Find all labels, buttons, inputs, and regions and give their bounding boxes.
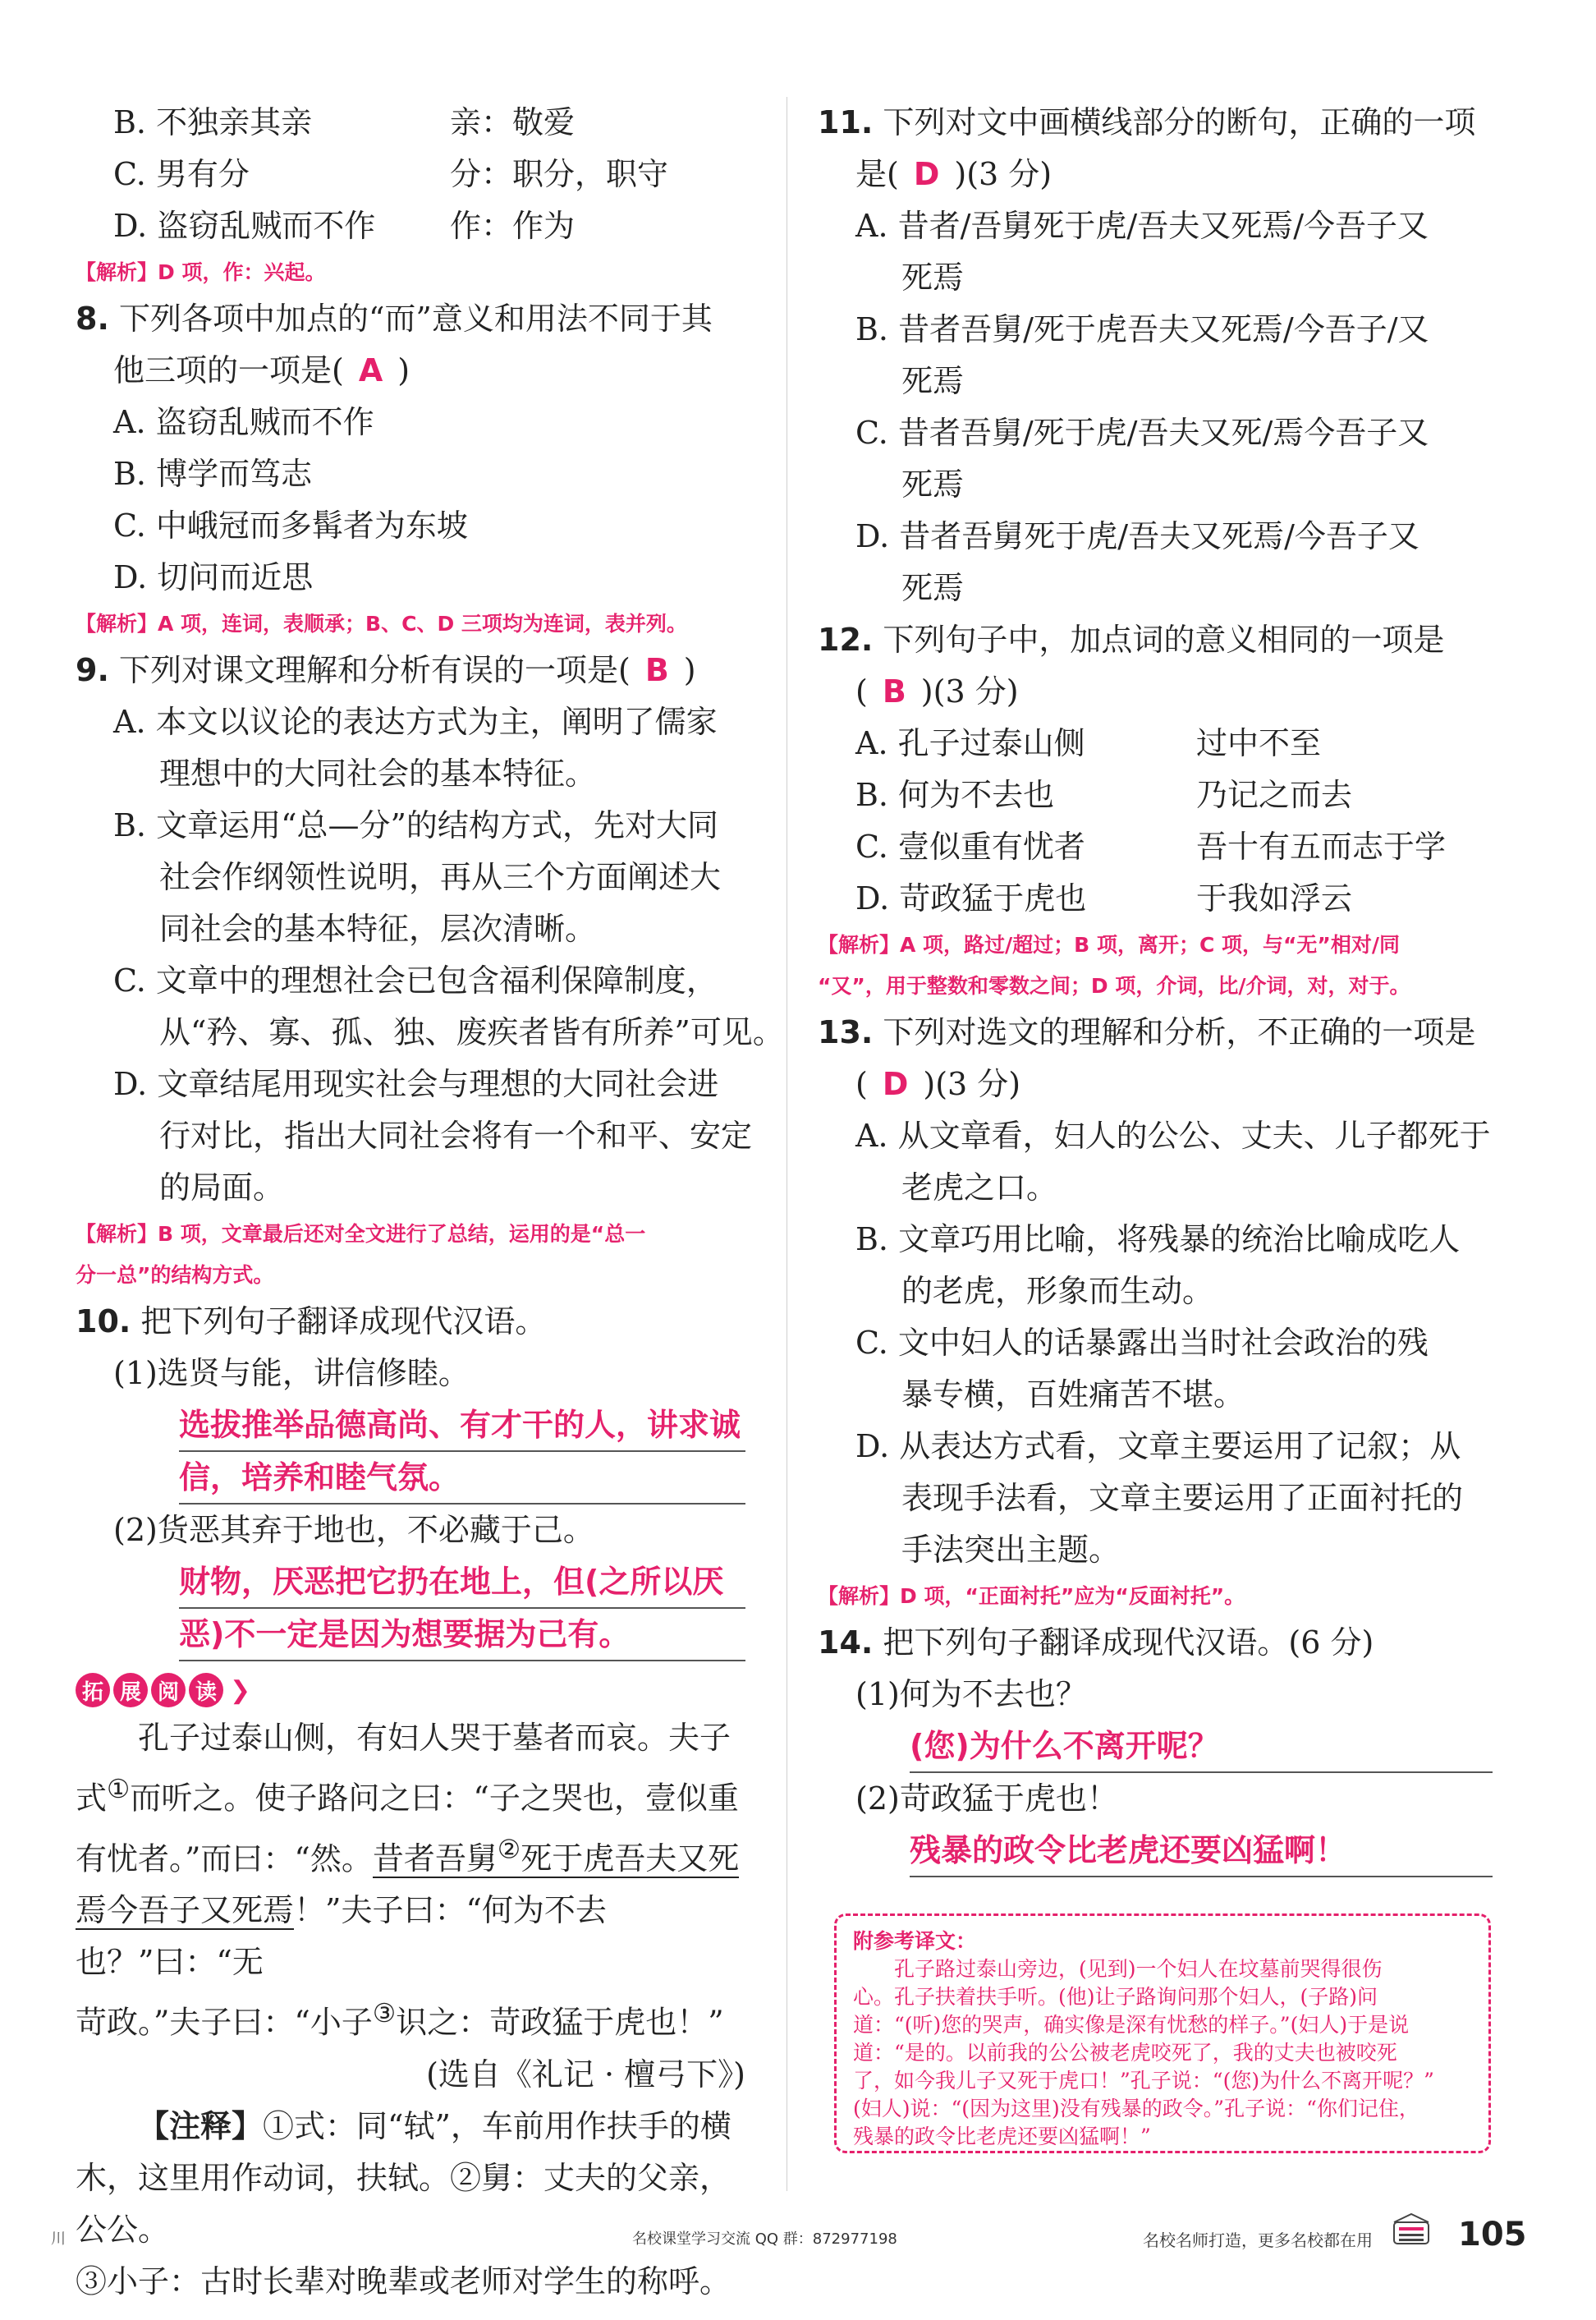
- annotation-line: [76, 2101, 757, 2152]
- question-text: 是(: [855, 156, 899, 192]
- passage-text: 有忧者。”而曰：“然。: [76, 1840, 373, 1877]
- passage-line: 孔子过泰山侧，有妇人哭于墓者而哀。夫子: [138, 1720, 732, 1756]
- option-text: D. 苛政猛于虎也: [855, 880, 1087, 917]
- reading-passage: [76, 1712, 757, 2308]
- q13-stem: [818, 1007, 1499, 1059]
- q10-answer-1: 选拔推举品德高尚、有才干的人，讲求诚: [179, 1399, 745, 1452]
- q7-option-d: [76, 200, 757, 252]
- underlined-text: 焉今吾子又死焉: [76, 1892, 295, 1929]
- q7-analysis: 【解析】D 项，作：兴起。: [76, 260, 326, 284]
- q10-answer-1: 信，培养和睦气氛。: [179, 1452, 745, 1505]
- passage-text: 苛政。”夫子曰：“小子: [76, 2004, 373, 2041]
- reference-line: 了，如今我儿子又死于虎口！”孔子说：“(您)为什么不离开呢？”: [853, 2069, 1434, 2093]
- footnote-mark: ③: [372, 1999, 397, 2029]
- right-column: [818, 97, 1499, 1877]
- option-gloss: 亲：敬爱: [450, 104, 576, 140]
- q8-analysis: 【解析】A 项，连词，表顺承；B、C、D 三项均为连词，表并列。: [76, 612, 687, 636]
- reference-line: (妇人)说：“(因为这里)没有残暴的政令。”孔子说：“你们记住，: [853, 2097, 1419, 2120]
- badge-char: 阅: [151, 1673, 186, 1707]
- q13-stem-cont: [818, 1059, 1499, 1110]
- answer-mark: A: [358, 352, 383, 388]
- question-text: 他三项的一项是(: [113, 352, 344, 388]
- q9-line: A. 本文以议论的表达方式为主，阐明了儒家: [113, 704, 718, 740]
- q14-answer-2: 残暴的政令比老虎还要凶猛啊！: [910, 1825, 1493, 1877]
- option-text: A. 孔子过泰山侧: [855, 725, 1085, 761]
- passage-text: 而听之。使子路问之曰：“子之哭也，壹似重: [130, 1780, 739, 1817]
- option-compare: 过中不至: [1196, 725, 1322, 761]
- question-text: 下列对文中画横线部分的断句，正确的一项: [883, 104, 1476, 140]
- q11-line: D. 昔者吾舅死于虎/吾夫又死焉/今吾子又: [855, 518, 1419, 554]
- answer-mark: B: [644, 652, 669, 688]
- reference-line: 残暴的政令比老虎还要凶猛啊！”: [853, 2125, 1151, 2148]
- q8-option: A. 盗窃乱贼而不作: [113, 404, 374, 440]
- annotation-label: 【注释】: [138, 2107, 264, 2144]
- badge-char: 拓: [76, 1673, 110, 1707]
- q11-stem-cont: [818, 149, 1499, 200]
- option-text: B. 不独亲其亲: [113, 104, 313, 140]
- footer-slogan: 名校名师打造，更多名校都在用: [1143, 2230, 1373, 2250]
- question-text: )(3 分): [923, 1066, 1021, 1102]
- question-text: 下列各项中加点的“而”意义和用法不同于其: [118, 301, 713, 337]
- page-number: 105: [1458, 2216, 1527, 2253]
- q13-analysis: 【解析】D 项，“正面衬托”应为“反面衬托”。: [818, 1584, 1245, 1608]
- q12-option-b: [818, 770, 1499, 821]
- q9-line: 社会作纲领性说明，再从三个方面阐述大: [159, 859, 722, 895]
- question-number: 13.: [818, 1014, 874, 1050]
- q11-line: C. 昔者吾舅/死于虎/吾夫又死/焉今吾子又: [855, 415, 1429, 451]
- passage-text: 死于虎吾夫又死: [521, 1840, 740, 1877]
- option-gloss: 分：职分，职守: [450, 156, 669, 192]
- passage-line: [76, 1885, 757, 1988]
- q9-line: D. 文章结尾用现实社会与理想的大同社会进: [113, 1066, 719, 1102]
- q13-line: 老虎之口。: [901, 1169, 1058, 1206]
- passage-source: (选自《礼记 · 檀弓下》): [426, 2056, 745, 2093]
- q9-analysis: 分一总”的结构方式。: [76, 1263, 274, 1287]
- q9-line: 的局面。: [159, 1169, 285, 1206]
- passage-text: 式: [76, 1780, 108, 1817]
- q9-stem: [76, 645, 757, 696]
- q13-line: D. 从表达方式看，文章主要运用了记叙；从: [855, 1428, 1461, 1464]
- q8-stem: [76, 293, 757, 345]
- q13-line: A. 从文章看，妇人的公公、丈夫、儿子都死于: [855, 1118, 1491, 1154]
- question-text: 下列对选文的理解和分析，不正确的一项是: [883, 1014, 1476, 1050]
- annotation-line: ③小子：古时长辈对晚辈或老师对学生的称呼。: [76, 2263, 732, 2299]
- q11-line: 死焉: [901, 466, 965, 503]
- q8-option: C. 中峨冠而多髯者为东坡: [113, 508, 468, 544]
- q11-line: B. 昔者吾舅/死于虎吾夫又死焉/今吾子/又: [855, 311, 1429, 347]
- footnote-mark: ①: [107, 1775, 131, 1804]
- q11-line: 死焉: [901, 363, 965, 399]
- extended-reading-badge: [76, 1673, 757, 1707]
- q13-line: 手法突出主题。: [901, 1532, 1121, 1568]
- publisher-logo-icon: [1387, 2211, 1435, 2250]
- passage-line: [76, 1825, 757, 1886]
- option-compare: 吾十有五而志于学: [1196, 829, 1447, 865]
- q10-sentence-2: (2)货恶其弃于地也，不必藏于己。: [113, 1512, 594, 1548]
- q9-analysis: 【解析】B 项，文章最后还对全文进行了总结，运用的是“总一: [76, 1222, 646, 1246]
- passage-text: 昔者吾舅: [372, 1840, 498, 1877]
- question-text: 下列句子中，加点词的意义相同的一项是: [883, 622, 1445, 658]
- q9-line: 行对比，指出大同社会将有一个和平、安定: [159, 1118, 753, 1154]
- passage-text: 识之：苛政猛于虎也！”: [396, 2004, 724, 2041]
- q10-answer-2: 恶)不一定是因为想要据为己有。: [179, 1609, 745, 1661]
- q8-option: D. 切问而近思: [113, 559, 314, 595]
- question-text: ): [683, 652, 696, 688]
- footnote-mark: ②: [497, 1835, 521, 1865]
- q10-sentence-1: (1)选贤与能，讲信修睦。: [113, 1355, 470, 1391]
- q9-line: 同社会的基本特征，层次清晰。: [159, 911, 597, 947]
- q10-stem: [76, 1296, 757, 1348]
- reference-line: 心。孔子扶着扶手听。(他)让子路询问那个妇人，(子路)问: [853, 1985, 1378, 2009]
- q8-stem-cont: [76, 345, 757, 397]
- q13-line: 表现手法看，文章主要运用了正面衬托的: [901, 1480, 1464, 1516]
- q13-line: B. 文章巧用比喻，将残暴的统治比喻成吃人: [855, 1221, 1461, 1257]
- option-gloss: 作：作为: [450, 208, 576, 244]
- q13-line: C. 文中妇人的话暴露出当时社会政治的残: [855, 1325, 1429, 1361]
- option-text: C. 壹似重有忧者: [855, 829, 1085, 865]
- passage-line: [76, 1988, 757, 2049]
- underlined-text: [372, 1835, 740, 1878]
- answer-mark: B: [882, 673, 906, 710]
- q8-option: B. 博学而笃志: [113, 456, 313, 492]
- question-number: 10.: [76, 1303, 131, 1339]
- passage-text: ！”夫子曰：“何为不去也？”曰：“无: [76, 1892, 607, 1981]
- option-text: B. 何为不去也: [855, 777, 1055, 813]
- q11-line: 死焉: [901, 570, 965, 606]
- passage-line: [76, 1764, 757, 1825]
- question-text: )(3 分): [954, 156, 1053, 192]
- question-text: ): [397, 352, 410, 388]
- q9-line: 理想中的大同社会的基本特征。: [159, 756, 597, 792]
- footer-region-mark: 川: [51, 2230, 66, 2248]
- question-number: 11.: [818, 104, 874, 140]
- q12-stem: [818, 614, 1499, 666]
- badge-char: 展: [113, 1673, 148, 1707]
- q11-line: A. 昔者/吾舅死于虎/吾夫又死焉/今吾子又: [855, 208, 1429, 244]
- q12-option-d: [818, 873, 1499, 925]
- reference-line: 孔子路过泰山旁边，(见到)一个妇人在坟墓前哭得很伤: [894, 1957, 1383, 1981]
- q13-line: 暴专横，百姓痛苦不堪。: [901, 1376, 1245, 1413]
- q14-answer-1: (您)为什么不离开呢？: [910, 1720, 1493, 1773]
- option-compare: 于我如浮云: [1196, 880, 1353, 917]
- option-text: D. 盗窃乱贼而不作: [113, 208, 376, 244]
- q7-option-b: [76, 97, 757, 149]
- arrow-icon: ❯: [230, 1675, 251, 1705]
- reference-translation-box: [834, 1913, 1491, 2153]
- question-number: 9.: [76, 652, 109, 688]
- q12-option-a: [818, 718, 1499, 770]
- reference-line: 道：“(听)您的哭声，确实像是深有忧愁的样子。”(妇人)于是说: [853, 2013, 1410, 2037]
- question-text: (: [855, 673, 868, 710]
- reference-line: 道：“是的。以前我的公公被老虎咬死了，我的丈夫也被咬死: [853, 2041, 1397, 2065]
- q13-line: 的老虎，形象而生动。: [901, 1273, 1214, 1309]
- badge-char: 读: [189, 1673, 223, 1707]
- q11-line: 死焉: [901, 260, 965, 296]
- q14-sentence-1: (1)何为不去也？: [855, 1676, 1087, 1712]
- annotation-line: 木，这里用作动词，扶轼。②舅：丈夫的父亲，公公。: [76, 2159, 732, 2248]
- q14-sentence-2: (2)苛政猛于虎也！: [855, 1780, 1118, 1817]
- option-compare: 乃记之而去: [1196, 777, 1353, 813]
- q9-line: 从“矜、寡、孤、独、废疾者皆有所养”可见。: [159, 1014, 784, 1050]
- q10-answer-2: 财物，厌恶把它扔在地上，但(之所以厌: [179, 1556, 745, 1609]
- question-text: )(3 分): [920, 673, 1019, 710]
- q12-analysis: “又”，用于整数和零数之间；D 项，介词，比/介词，对，对于。: [818, 974, 1410, 998]
- reference-title: 附参考译文：: [853, 1929, 977, 1953]
- q7-option-c: [76, 149, 757, 200]
- answer-mark: D: [913, 156, 940, 192]
- question-text: (: [855, 1066, 868, 1102]
- question-number: 12.: [818, 622, 874, 658]
- q9-line: C. 文章中的理想社会已包含福利保障制度，: [113, 962, 718, 999]
- q14-stem: [818, 1617, 1499, 1669]
- q12-option-c: [818, 821, 1499, 873]
- option-text: C. 男有分: [113, 156, 250, 192]
- question-text: 下列对课文理解和分析有误的一项是(: [118, 652, 631, 688]
- q12-stem-cont: [818, 666, 1499, 718]
- q9-line: B. 文章运用“总—分”的结构方式，先对大同: [113, 807, 718, 843]
- q11-stem: [818, 97, 1499, 149]
- footer-qq-group: 名校课堂学习交流 QQ 群：872977198: [632, 2230, 897, 2248]
- question-text: 把下列句子翻译成现代汉语。(6 分): [883, 1624, 1374, 1661]
- question-number: 14.: [818, 1624, 874, 1661]
- question-number: 8.: [76, 301, 109, 337]
- q12-analysis: 【解析】A 项，路过/超过；B 项，离开；C 项，与“无”相对/同: [818, 933, 1400, 957]
- answer-mark: D: [882, 1066, 909, 1102]
- annotation-text: ①式：同“轼”，车前用作扶手的横: [263, 2107, 732, 2144]
- question-text: 把下列句子翻译成现代汉语。: [140, 1303, 547, 1339]
